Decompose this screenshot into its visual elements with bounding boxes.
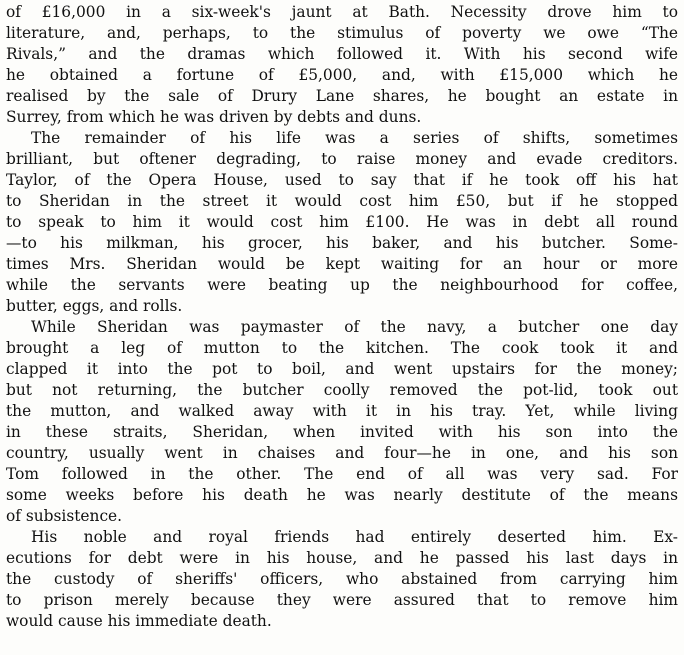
article-text bbox=[6, 2, 678, 632]
text-line: clapped it into the pot to boil, and went upstairs for the money; bbox=[6, 360, 678, 378]
text-line: Surrey, from which he was driven by debts and duns. bbox=[6, 108, 422, 126]
text-line: Tom followed in the other. The end of all was very sad. For bbox=[6, 465, 678, 483]
text-line: he obtained a fortune of £5,000, and, with £15,000 which he bbox=[6, 66, 678, 84]
text-line: would cause his immediate death. bbox=[6, 612, 272, 630]
text-line: to speak to him it would cost him £100. He was in debt all round bbox=[6, 213, 678, 231]
paragraph-2 bbox=[6, 128, 678, 317]
text-line: times Mrs. Sheridan would be kept waiting for an hour or more bbox=[6, 255, 678, 273]
text-line: the mutton, and walked away with it in his tray. Yet, while living bbox=[6, 402, 678, 420]
text-line: brought a leg of mutton to the kitchen. The cook took it and bbox=[6, 339, 678, 357]
text-line: the custody of sheriffs' officers, who abstained from carrying him bbox=[6, 570, 678, 588]
text-line: realised by the sale of Drury Lane shares, he bought an estate in bbox=[6, 87, 678, 105]
text-line: ecutions for debt were in his house, and he passed his last days in bbox=[6, 549, 678, 567]
text-line: butter, eggs, and rolls. bbox=[6, 297, 183, 315]
paragraph-3 bbox=[6, 317, 678, 527]
text-line: to prison merely because they were assured that to remove him bbox=[6, 591, 678, 609]
paragraph-4 bbox=[6, 527, 678, 632]
text-line: His noble and royal friends had entirely deserted him. Ex- bbox=[31, 528, 678, 546]
text-line: to Sheridan in the street it would cost him £50, but if he stopped bbox=[6, 192, 678, 210]
text-line: literature, and, perhaps, to the stimulus of poverty we owe “The bbox=[6, 24, 678, 42]
text-line: Rivals,” and the dramas which followed it. With his second wife bbox=[6, 45, 678, 63]
text-line: of £16,000 in a six-week's jaunt at Bath. Necessity drove him to bbox=[6, 3, 678, 21]
text-line: in these straits, Sheridan, when invited with his son into the bbox=[6, 423, 678, 441]
text-line: The remainder of his life was a series of shifts, sometimes bbox=[31, 129, 678, 147]
text-line: but not returning, the butcher coolly removed the pot-lid, took out bbox=[6, 381, 678, 399]
paragraph-1 bbox=[6, 2, 678, 128]
text-line: while the servants were beating up the neighbourhood for coffee, bbox=[6, 276, 678, 294]
text-line: country, usually went in chaises and four—he in one, and his son bbox=[6, 444, 678, 462]
text-line: While Sheridan was paymaster of the navy, a butcher one day bbox=[31, 318, 678, 336]
text-line: —to his milkman, his grocer, his baker, and his butcher. Some- bbox=[6, 234, 678, 252]
text-line: brilliant, but oftener degrading, to raise money and evade creditors. bbox=[6, 150, 678, 168]
text-line: some weeks before his death he was nearly destitute of the means bbox=[6, 486, 678, 504]
text-line: of subsistence. bbox=[6, 507, 123, 525]
text-line: Taylor, of the Opera House, used to say that if he took off his hat bbox=[6, 171, 678, 189]
